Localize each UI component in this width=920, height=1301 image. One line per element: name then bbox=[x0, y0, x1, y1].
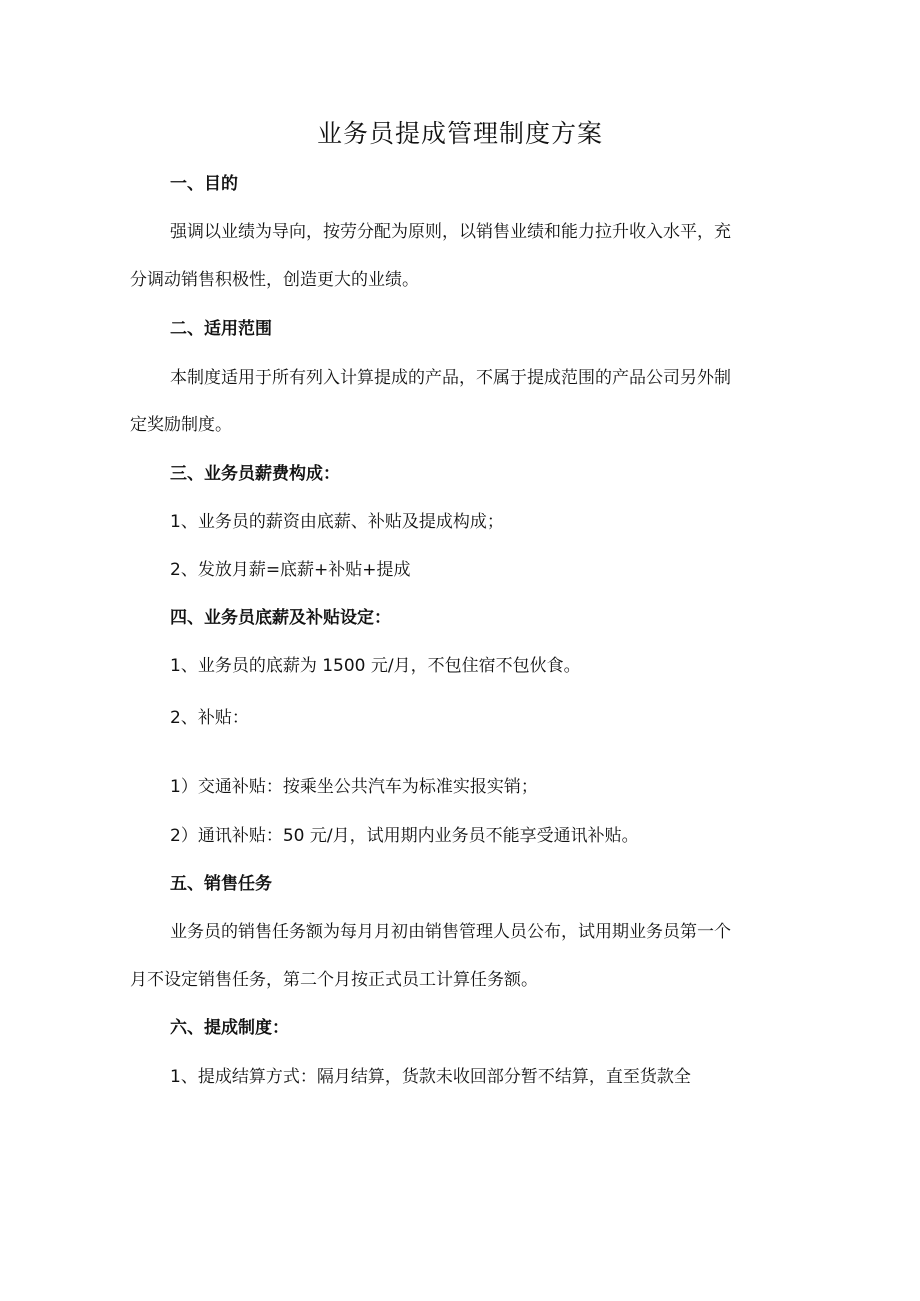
list-item: 1、业务员的薪资由底薪、补贴及提成构成； bbox=[170, 512, 504, 532]
paragraph-line: 强调以业绩为导向，按劳分配为原则，以销售业绩和能力拉升收入水平，充 bbox=[170, 222, 731, 242]
paragraph-line: 月不设定销售任务，第二个月按正式员工计算任务额。 bbox=[130, 970, 538, 990]
paragraph-line: 分调动销售积极性，创造更大的业绩。 bbox=[130, 270, 419, 290]
paragraph-line: 定奖励制度。 bbox=[130, 415, 232, 435]
list-item: 2、补贴： bbox=[170, 708, 249, 728]
section-heading-purpose: 一、目的 bbox=[170, 174, 238, 194]
paragraph-line: 本制度适用于所有列入计算提成的产品，不属于提成范围的产品公司另外制 bbox=[170, 368, 731, 388]
list-item: 1）交通补贴：按乘坐公共汽车为标准实报实销； bbox=[170, 777, 538, 797]
list-item: 2、发放月薪=底薪+补贴+提成 bbox=[170, 560, 411, 580]
section-heading-commission: 六、提成制度： bbox=[170, 1018, 289, 1038]
list-item: 2）通讯补贴：50 元/月，试用期内业务员不能享受通讯补贴。 bbox=[170, 826, 639, 846]
list-item: 1、业务员的底薪为 1500 元/月，不包住宿不包伙食。 bbox=[170, 656, 581, 676]
document-title: 业务员提成管理制度方案 bbox=[316, 119, 603, 148]
section-heading-sales-target: 五、销售任务 bbox=[170, 874, 272, 894]
section-heading-salary-structure: 三、业务员薪费构成： bbox=[170, 464, 340, 484]
section-heading-base-salary: 四、业务员底薪及补贴设定： bbox=[170, 608, 391, 628]
list-item: 1、提成结算方式：隔月结算，货款未收回部分暂不结算，直至货款全 bbox=[170, 1067, 691, 1087]
section-heading-scope: 二、适用范围 bbox=[170, 319, 272, 339]
paragraph-line: 业务员的销售任务额为每月月初由销售管理人员公布，试用期业务员第一个 bbox=[170, 922, 731, 942]
